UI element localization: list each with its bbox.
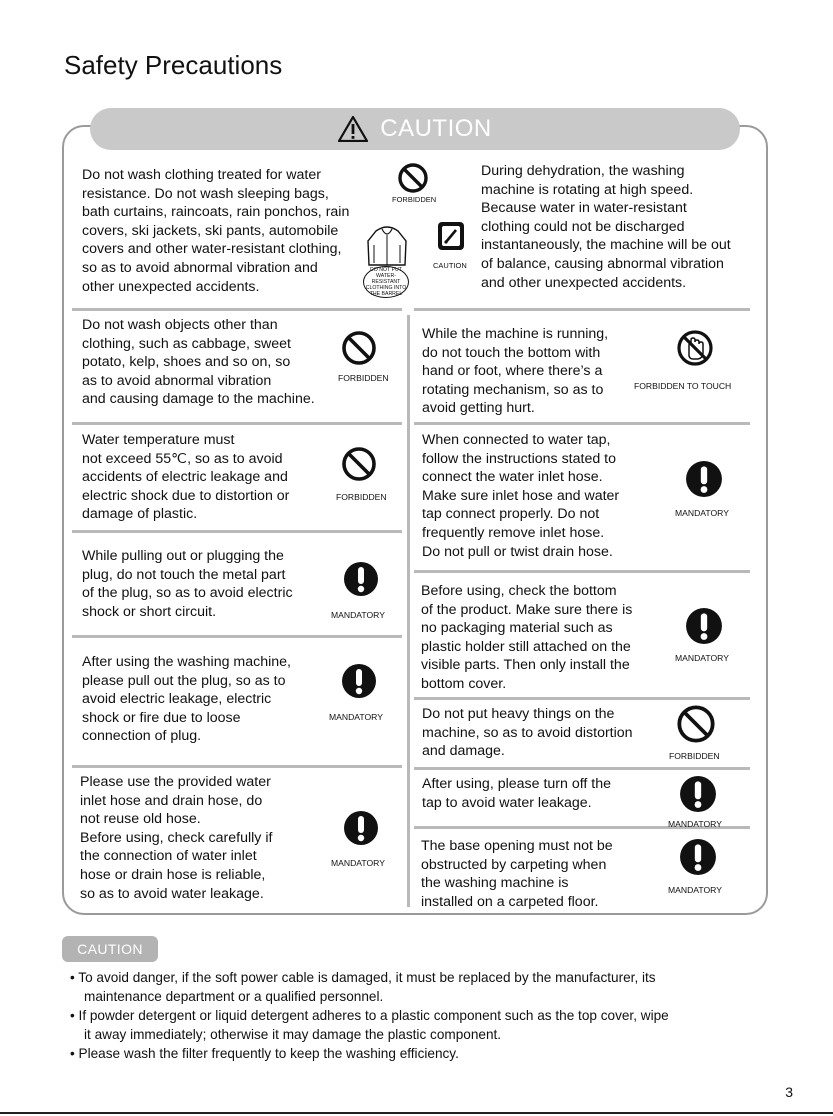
text-line: no packaging material such as	[421, 620, 613, 637]
text-line: installed on a carpeted floor.	[421, 893, 599, 910]
text-line: so as to avoid abnormal vibration and	[82, 259, 318, 276]
text-line: so as to avoid water leakage.	[80, 885, 264, 902]
text-line: and other unexpected accidents.	[481, 274, 687, 291]
no-touch-hand-icon	[676, 328, 714, 368]
text-line: machine is rotating at high speed.	[481, 181, 694, 198]
text-line: tap to avoid water leakage.	[422, 794, 592, 811]
text-line: After using, please turn off the	[422, 776, 612, 792]
divider	[72, 635, 402, 638]
column-divider	[407, 315, 410, 907]
text-line: While the machine is running,	[422, 326, 609, 342]
exclamation-icon	[685, 460, 723, 498]
text-line: visible parts. Then only install the	[421, 657, 630, 674]
bullet-line: it away immediately; otherwise it may damage the plastic component.	[84, 1027, 502, 1042]
divider	[72, 308, 402, 311]
bullet-line: • If powder detergent or liquid detergent adheres to a plastic component such as the top cover, wipe	[70, 1008, 669, 1023]
text-line: avoid electric leakage, electric	[82, 691, 272, 708]
page-title: Safety Precautions	[64, 50, 283, 80]
page-number: 3	[785, 1084, 793, 1100]
divider	[414, 697, 750, 700]
right-item-4	[422, 705, 633, 761]
text-line: After using the washing machine,	[82, 654, 291, 670]
text-line: the washing machine is	[421, 875, 569, 892]
divider	[72, 530, 402, 533]
prohibition-icon	[397, 162, 429, 194]
text-line: The base opening must not be	[421, 838, 613, 854]
divider	[72, 422, 402, 425]
text-line: Make sure inlet hose and water	[422, 487, 620, 504]
text-line: machine, so as to avoid distortion	[422, 724, 633, 741]
forbidden-touch-label: FORBIDDEN TO TOUCH	[634, 381, 732, 391]
left-item-5	[80, 773, 272, 903]
prohibition-icon	[341, 330, 377, 366]
text-line: Water temperature must	[82, 432, 235, 448]
text-line: connection of plug.	[82, 728, 202, 745]
left-item-2	[82, 431, 289, 524]
prohibition-icon	[341, 446, 377, 482]
text-line: covers, ski jackets, ski pants, automobile	[82, 222, 339, 239]
text-line: clothing could not be discharged	[481, 218, 685, 235]
mandatory-label: MANDATORY	[675, 653, 729, 663]
text-line: as to avoid abnormal vibration	[82, 372, 272, 389]
jacket-warning-tag	[363, 266, 409, 298]
warning-triangle-icon	[338, 116, 368, 142]
jacket-icon	[362, 221, 412, 271]
exclamation-icon	[679, 838, 717, 876]
text-line: tap connect properly. Do not	[422, 506, 600, 523]
text-line: Do not pull or twist drain hose.	[422, 543, 613, 560]
text-line: accidents of electric leakage and	[82, 469, 288, 486]
text-line: damage of plastic.	[82, 506, 198, 523]
text-line: frequently remove inlet hose.	[422, 524, 605, 541]
bullet-line: • To avoid danger, if the soft power cable is damaged, it must be replaced by the manufacturer, its	[70, 970, 656, 985]
text-line: follow the instructions stated to	[422, 450, 616, 467]
exclamation-icon	[343, 561, 379, 597]
left-item-4	[82, 653, 291, 746]
caution-pill: CAUTION	[62, 936, 158, 962]
text-line: other unexpected accidents.	[82, 278, 260, 295]
mandatory-label: MANDATORY	[668, 885, 722, 895]
text-line: do not touch the bottom with	[422, 344, 601, 361]
divider	[72, 765, 402, 768]
right-item-3	[421, 582, 632, 694]
text-line: covers and other water-resistant clothing,	[82, 241, 342, 258]
tag-line: WATER-RESISTANT	[371, 273, 401, 285]
text-line: resistance. Do not wash sleeping bags,	[82, 185, 329, 202]
text-line: Do not put heavy things on the	[422, 706, 615, 722]
text-line: plastic holder still attached on the	[421, 638, 631, 655]
text-line: Because water in water-resistant	[481, 200, 687, 217]
text-line: Do not wash clothing treated for water	[82, 167, 321, 183]
text-line: of the plug, so as to avoid electric	[82, 585, 293, 602]
right-item-1	[422, 325, 608, 418]
text-line: avoid getting hurt.	[422, 400, 535, 417]
exclamation-icon	[685, 607, 723, 645]
left-item-1	[82, 316, 315, 409]
forbidden-label: FORBIDDEN	[336, 492, 387, 502]
text-line: connect the water inlet hose.	[422, 469, 603, 486]
text-line: and damage.	[422, 743, 505, 760]
bullet-item	[70, 1006, 669, 1044]
tag-line: DO NOT PUT	[370, 267, 402, 273]
text-line: please pull out the plug, so as to	[82, 672, 286, 689]
text-line: Before using, check carefully if	[80, 829, 273, 846]
caution-label: CAUTION	[433, 261, 467, 270]
text-line: While pulling out or plugging the	[82, 548, 284, 564]
divider	[414, 570, 750, 573]
divider	[414, 422, 750, 425]
forbidden-label: FORBIDDEN	[338, 373, 389, 383]
text-line: of balance, causing abnormal vibration	[481, 255, 724, 272]
mandatory-label: MANDATORY	[331, 858, 385, 868]
bullet-line: maintenance department or a qualified personnel.	[84, 989, 384, 1004]
text-line: instantaneously, the machine will be out	[481, 237, 731, 254]
forbidden-label: FORBIDDEN	[392, 195, 437, 204]
divider	[414, 308, 750, 311]
right-item-5	[422, 775, 611, 812]
exclamation-icon	[341, 663, 377, 699]
text-line: During dehydration, the washing	[481, 163, 685, 179]
text-line: shock or fire due to loose	[82, 709, 241, 726]
bullet-item	[70, 1044, 459, 1063]
text-line: not exceed 55℃, so as to avoid	[82, 450, 283, 467]
bullet-line: • Please wash the filter frequently to keep the washing efficiency.	[70, 1046, 459, 1061]
text-line: plug, do not touch the metal part	[82, 566, 286, 583]
text-line: Please use the provided water	[80, 774, 271, 790]
top-left-text	[82, 166, 349, 296]
tag-line: CLOTHING INTO	[365, 285, 407, 291]
text-line: obstructed by carpeting when	[421, 856, 607, 873]
mandatory-label: MANDATORY	[675, 508, 729, 518]
banner-label: CAUTION	[380, 115, 492, 142]
text-line: inlet hose and drain hose, do	[80, 792, 263, 809]
text-line: the connection of water inlet	[80, 848, 257, 865]
top-right-text	[481, 162, 731, 292]
prohibition-icon	[676, 704, 716, 744]
text-line: hand or foot, where there’s a	[422, 363, 603, 380]
bullet-item	[70, 968, 656, 1006]
right-item-6	[421, 837, 613, 911]
text-line: bath curtains, raincoats, rain ponchos, rain	[82, 204, 350, 221]
forbidden-label: FORBIDDEN	[669, 751, 720, 761]
caution-pencil-icon	[437, 221, 465, 251]
text-line: not reuse old hose.	[80, 811, 201, 828]
text-line: Before using, check the bottom	[421, 583, 617, 599]
right-item-2	[422, 431, 619, 561]
caution-banner	[90, 108, 740, 150]
footer-rule	[0, 1112, 833, 1114]
text-line: bottom cover.	[421, 675, 507, 692]
text-line: Do not wash objects other than	[82, 317, 278, 333]
text-line: of the product. Make sure there is	[421, 601, 633, 618]
text-line: potato, kelp, shoes and so on, so	[82, 354, 291, 371]
text-line: and causing damage to the machine.	[82, 391, 315, 408]
tag-line: THE BARREL	[369, 291, 403, 297]
text-line: electric shock due to distortion or	[82, 487, 290, 504]
text-line: When connected to water tap,	[422, 432, 611, 448]
text-line: hose or drain hose is reliable,	[80, 866, 266, 883]
exclamation-icon	[679, 775, 717, 813]
exclamation-icon	[343, 810, 379, 846]
mandatory-label: MANDATORY	[329, 712, 383, 722]
mandatory-label: MANDATORY	[331, 610, 385, 620]
text-line: rotating mechanism, so as to	[422, 381, 604, 398]
mandatory-label: MANDATORY	[668, 819, 722, 829]
text-line: clothing, such as cabbage, sweet	[82, 335, 292, 352]
text-line: shock or short circuit.	[82, 603, 217, 620]
left-item-3	[82, 547, 293, 621]
divider	[414, 767, 750, 770]
